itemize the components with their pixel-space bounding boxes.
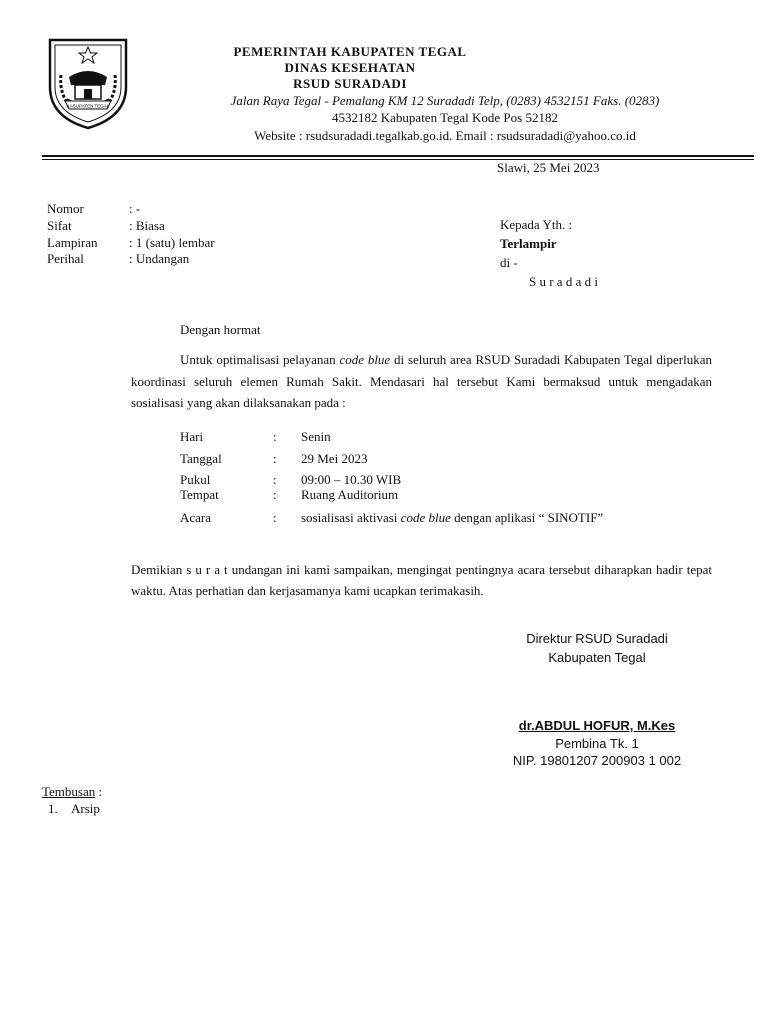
- meta-row-nomor: [47, 201, 347, 218]
- schedule-value: Senin: [301, 429, 331, 444]
- schedule-colon: :: [273, 510, 277, 525]
- meta-label: Lampiran: [47, 235, 98, 250]
- signature-nip: NIP. 19801207 200903 1 002: [512, 753, 682, 768]
- signature-name: dr.ABDUL HOFUR, M.Kes: [518, 718, 676, 733]
- meta-label: Nomor: [47, 201, 84, 216]
- header-rule-thick: [42, 155, 754, 157]
- schedule-colon: :: [273, 487, 277, 502]
- meta-value: : Biasa: [129, 218, 165, 233]
- schedule-row-tanggal: [180, 451, 720, 468]
- schedule-colon: :: [273, 429, 277, 444]
- schedule-value: Ruang Auditorium: [301, 487, 399, 502]
- schedule-label: Acara: [180, 510, 212, 525]
- letterhead-address2: 4532182 Kabupaten Tegal Kode Pos 52182: [332, 110, 558, 125]
- schedule-row-hari: [180, 429, 720, 446]
- letterhead-address1: Jalan Raya Tegal - Pemalang KM 12 Suradadi Telp, (0283) 4532151 Faks. (0283): [230, 93, 660, 108]
- greeting: Dengan hormat: [180, 322, 261, 337]
- schedule-value: sosialisasi aktivasi code blue dengan aplikasi “ SINOTIF”: [301, 510, 604, 525]
- schedule-row-acara: [180, 510, 720, 527]
- tembusan-item-number: 1.: [48, 801, 58, 816]
- signature-title1: Direktur RSUD Suradadi: [526, 631, 668, 646]
- tembusan-item-text: Arsip: [71, 801, 100, 816]
- schedule-label: Pukul: [180, 472, 211, 487]
- tembusan-label: Tembusan :: [42, 784, 103, 799]
- letterhead-line1: PEMERINTAH KABUPATEN TEGAL: [233, 44, 467, 59]
- paragraph-intro: Untuk optimalisasi pelayanan code blue di seluruh area RSUD Suradadi Kabupaten Tegal diperlukan koordinasi seluruh elemen Rumah Sakit. Mendasari hal tersebut Kami bermaksud untuk mengadakan sosialisasi yang akan dilaksanakan pada :: [131, 352, 713, 410]
- signature-title2: Kabupaten Tegal: [548, 650, 646, 665]
- recipient-name: Terlampir: [500, 236, 557, 251]
- logo-caption: KABUPATEN TEGAL: [66, 103, 110, 109]
- regency-logo: [47, 37, 129, 131]
- schedule-value: 09:00 – 10.30 WIB: [301, 472, 402, 487]
- signature-rank: Pembina Tk. 1: [555, 736, 639, 751]
- paragraph-closing: Demikian s u r a t undangan ini kami sampaikan, mengingat pentingnya acara tersebut diharapkan hadir tepat waktu. Atas perhatian dan kerjasamanya kami ucapkan terimakasih.: [131, 562, 712, 598]
- meta-row-lampiran: [47, 235, 347, 252]
- meta-row-sifat: [47, 218, 347, 235]
- schedule-colon: :: [273, 472, 277, 487]
- letterhead-line3: RSUD SURADADI: [293, 76, 407, 91]
- recipient-place: S u r a d a d i: [529, 274, 598, 289]
- meta-value: : 1 (satu) lembar: [129, 235, 215, 250]
- header-rule-thin: [42, 159, 754, 160]
- schedule-value: 29 Mei 2023: [301, 451, 368, 466]
- recipient-to: Kepada Yth. :: [500, 217, 573, 232]
- letterhead-website: Website : rsudsuradadi.tegalkab.go.id. Email : rsudsuradadi@yahoo.co.id: [254, 128, 636, 143]
- schedule-label: Tempat: [180, 487, 219, 502]
- letterhead-line2: DINAS KESEHATAN: [284, 60, 416, 75]
- schedule-colon: :: [273, 451, 277, 466]
- schedule-label: Tanggal: [180, 451, 222, 466]
- schedule-label: Hari: [180, 429, 204, 444]
- recipient-di: di -: [500, 255, 518, 270]
- meta-label: Perihal: [47, 251, 84, 266]
- meta-label: Sifat: [47, 218, 72, 233]
- meta-row-perihal: [47, 251, 347, 268]
- letter-date: Slawi, 25 Mei 2023: [497, 160, 600, 175]
- meta-value: : -: [129, 201, 141, 216]
- meta-value: : Undangan: [129, 251, 190, 266]
- schedule-row-tempat: [180, 487, 720, 504]
